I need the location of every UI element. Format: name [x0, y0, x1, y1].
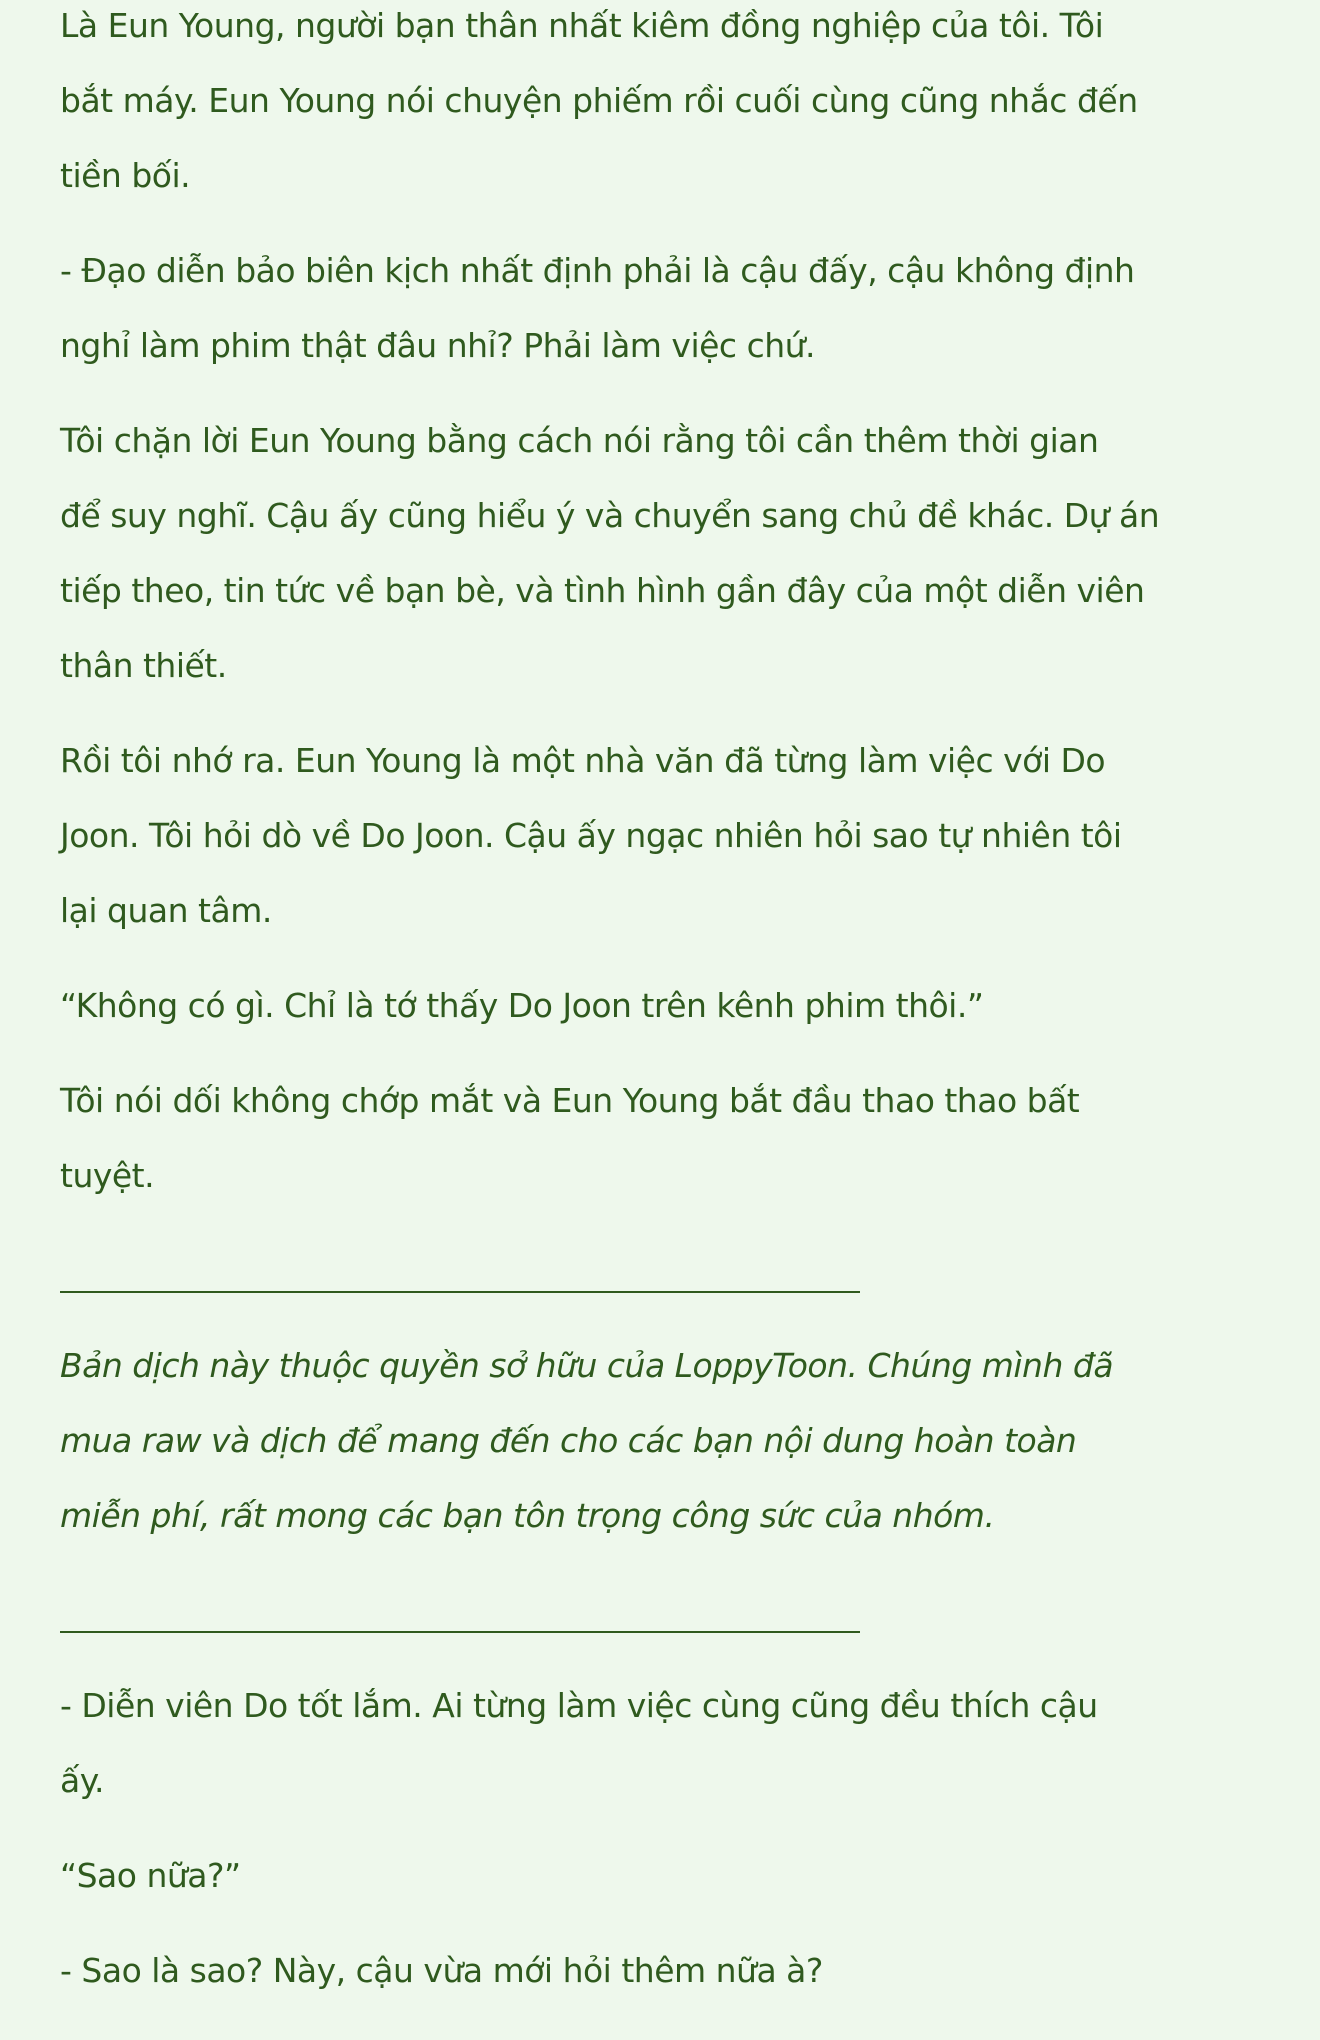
- text-line: Bản dịch này thuộc quyền sở hữu của LoppyToon. Chúng mình đã: [60, 1346, 1114, 1385]
- translation-notice: [60, 1328, 1300, 1553]
- story-paragraph: [60, 723, 1300, 948]
- text-line: tuyệt.: [60, 1156, 155, 1195]
- text-line: - Đạo diễn bảo biên kịch nhất định phải là cậu đấy, cậu không định: [60, 251, 1135, 290]
- story-paragraph: [60, 1838, 1300, 1913]
- text-line: Joon. Tôi hỏi dò về Do Joon. Cậu ấy ngạc nhiên hỏi sao tự nhiên tôi: [60, 816, 1122, 855]
- story-paragraph: [60, 233, 1300, 383]
- text-line: Tôi chặn lời Eun Young bằng cách nói rằng tôi cần thêm thời gian: [60, 421, 1099, 460]
- story-paragraph: [60, 0, 1300, 213]
- text-line: Là Eun Young, người bạn thân nhất kiêm đồng nghiệp của tôi. Tôi: [60, 6, 1104, 45]
- text-line: lại quan tâm.: [60, 891, 272, 930]
- text-line: tiếp theo, tin tức về bạn bè, và tình hình gần đây của một diễn viên: [60, 571, 1145, 610]
- text-line: ấy.: [60, 1761, 105, 1800]
- text-line: “Không có gì. Chỉ là tớ thấy Do Joon trên kênh phim thôi.”: [60, 986, 984, 1025]
- section-divider: [60, 1573, 1300, 1648]
- text-line: mua raw và dịch để mang đến cho các bạn nội dung hoàn toàn: [60, 1421, 1077, 1460]
- text-line: “Sao nữa?”: [60, 1856, 241, 1895]
- text-line: Rồi tôi nhớ ra. Eun Young là một nhà văn đã từng làm việc với Do: [60, 741, 1106, 780]
- story-paragraph: [60, 968, 1300, 1043]
- text-line: - Sao là sao? Này, cậu vừa mới hỏi thêm nữa à?: [60, 1951, 823, 1990]
- story-paragraph: [60, 1933, 1300, 2008]
- chapter-content: [60, 0, 1300, 2028]
- text-line: - Diễn viên Do tốt lắm. Ai từng làm việc cùng cũng đều thích cậu: [60, 1686, 1098, 1725]
- story-paragraph: [60, 1063, 1300, 1213]
- text-line: miễn phí, rất mong các bạn tôn trọng công sức của nhóm.: [60, 1496, 995, 1535]
- text-line: bắt máy. Eun Young nói chuyện phiếm rồi cuối cùng cũng nhắc đến: [60, 81, 1138, 120]
- text-line: tiền bối.: [60, 156, 191, 195]
- text-line: để suy nghĩ. Cậu ấy cũng hiểu ý và chuyển sang chủ đề khác. Dự án: [60, 496, 1160, 535]
- story-paragraph: [60, 403, 1300, 703]
- section-divider: [60, 1233, 1300, 1308]
- text-line: nghỉ làm phim thật đâu nhỉ? Phải làm việc chứ.: [60, 326, 816, 365]
- text-line: thân thiết.: [60, 646, 227, 685]
- story-paragraph: [60, 1668, 1300, 1818]
- text-line: Tôi nói dối không chớp mắt và Eun Young bắt đầu thao thao bất: [60, 1081, 1080, 1120]
